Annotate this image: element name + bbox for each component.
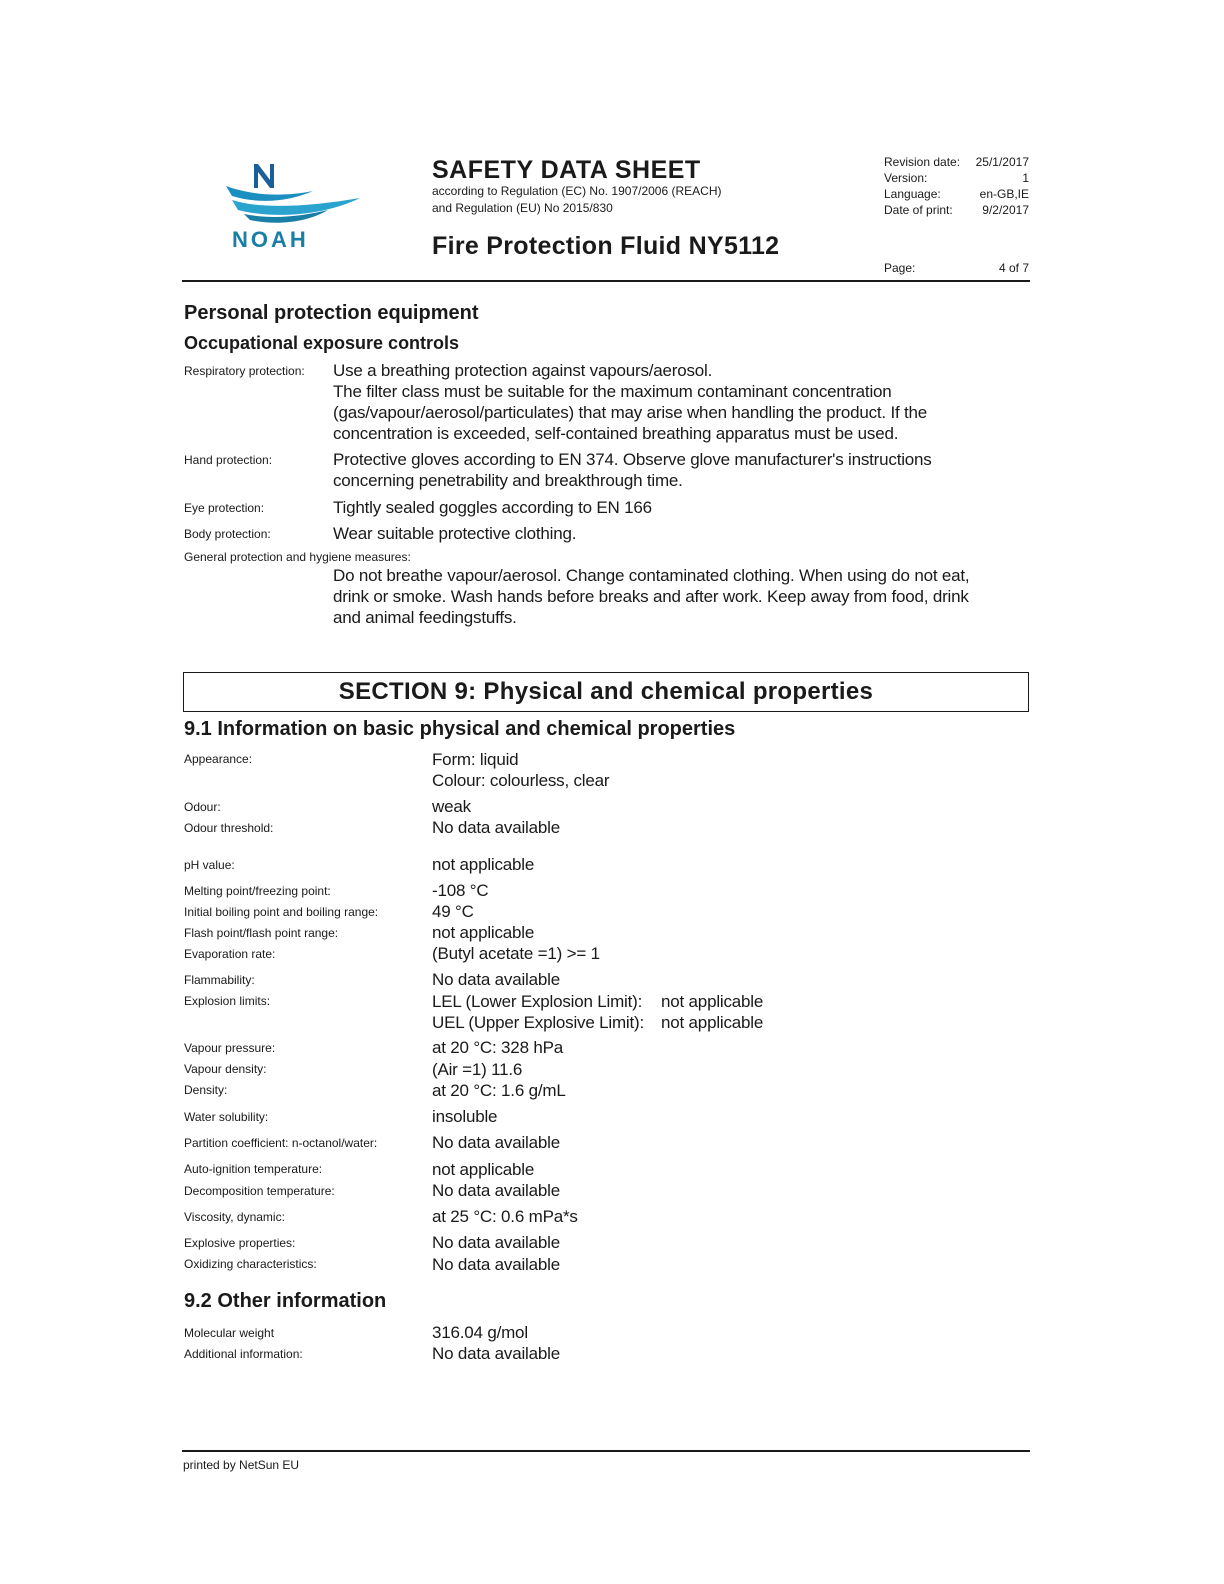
hand-line: Protective gloves according to EN 374. Observe glove manufacturer's instructions bbox=[333, 450, 932, 469]
explosive-properties-value: No data available bbox=[432, 1233, 560, 1252]
lel-value: not applicable bbox=[661, 992, 764, 1011]
body-label: Body protection: bbox=[184, 527, 271, 541]
appearance-label: Appearance: bbox=[184, 752, 253, 766]
odour-threshold-label: Odour threshold: bbox=[184, 821, 274, 835]
respiratory-label: Respiratory protection: bbox=[184, 364, 305, 378]
respiratory-line: concentration is exceeded, self-contained breathing apparatus must be used. bbox=[333, 424, 899, 443]
molecular-weight-label: Molecular weight bbox=[184, 1326, 275, 1340]
water-solubility-label: Water solubility: bbox=[184, 1110, 269, 1124]
respiratory-value bbox=[333, 360, 927, 444]
revision-date-value: 25/1/2017 bbox=[975, 155, 1029, 169]
uel-value: not applicable bbox=[661, 1013, 764, 1032]
decomposition-label: Decomposition temperature: bbox=[184, 1184, 335, 1198]
melting-value: -108 °C bbox=[432, 881, 489, 900]
print-date-label: Date of print: bbox=[884, 203, 953, 217]
document-title: SAFETY DATA SHEET bbox=[432, 156, 701, 184]
odour-value: weak bbox=[432, 797, 471, 816]
version-value: 1 bbox=[1022, 171, 1029, 185]
language-value: en-GB,IE bbox=[979, 187, 1029, 201]
general-label: General protection and hygiene measures: bbox=[184, 550, 411, 564]
auto-ignition-value: not applicable bbox=[432, 1160, 535, 1179]
density-value: at 20 °C: 1.6 g/mL bbox=[432, 1081, 566, 1100]
ph-label: pH value: bbox=[184, 858, 235, 872]
lel-label: LEL (Lower Explosion Limit): bbox=[432, 992, 643, 1011]
vapour-density-value: (Air =1) 11.6 bbox=[432, 1060, 523, 1079]
vapour-pressure-value: at 20 °C: 328 hPa bbox=[432, 1038, 563, 1057]
decomposition-value: No data available bbox=[432, 1181, 560, 1200]
footer-printed-by: printed by NetSun EU bbox=[183, 1458, 300, 1472]
hand-label: Hand protection: bbox=[184, 453, 273, 467]
appearance-form: Form: liquid bbox=[432, 750, 519, 769]
additional-info-label: Additional information: bbox=[184, 1347, 303, 1361]
product-name: Fire Protection Fluid NY5112 bbox=[432, 232, 780, 260]
general-line: drink or smoke. Wash hands before breaks and after work. Keep away from food, drink bbox=[333, 587, 969, 606]
flammability-label: Flammability: bbox=[184, 973, 255, 987]
boiling-value: 49 °C bbox=[432, 902, 474, 921]
vapour-pressure-label: Vapour pressure: bbox=[184, 1041, 276, 1055]
logo-wordmark: NOAH bbox=[232, 227, 309, 252]
oxidizing-label: Oxidizing characteristics: bbox=[184, 1257, 317, 1271]
subsection-9-1-heading: 9.1 Information on basic physical and chemical properties bbox=[184, 718, 736, 740]
body-value: Wear suitable protective clothing. bbox=[333, 524, 577, 543]
appearance-colour: Colour: colourless, clear bbox=[432, 771, 610, 790]
uel-label: UEL (Upper Explosive Limit): bbox=[432, 1013, 645, 1032]
flammability-value: No data available bbox=[432, 970, 560, 989]
explosion-limits-label: Explosion limits: bbox=[184, 994, 271, 1008]
ppe-subheading: Occupational exposure controls bbox=[184, 333, 460, 353]
section-9-title: SECTION 9: Physical and chemical properties bbox=[183, 672, 1029, 712]
footer-divider bbox=[182, 1450, 1030, 1452]
hand-line: concerning penetrability and breakthrough time. bbox=[333, 471, 683, 490]
flash-value: not applicable bbox=[432, 923, 535, 942]
evaporation-value: (Butyl acetate =1) >= 1 bbox=[432, 944, 600, 963]
page-label: Page: bbox=[884, 261, 916, 275]
additional-info-value: No data available bbox=[432, 1344, 560, 1363]
melting-label: Melting point/freezing point: bbox=[184, 884, 331, 898]
viscosity-label: Viscosity, dynamic: bbox=[184, 1210, 285, 1224]
header-divider bbox=[182, 280, 1030, 282]
hand-value bbox=[333, 449, 932, 491]
general-line: Do not breathe vapour/aerosol. Change contaminated clothing. When using do not eat, bbox=[333, 566, 970, 585]
density-label: Density: bbox=[184, 1083, 228, 1097]
subsection-9-2-heading: 9.2 Other information bbox=[184, 1290, 387, 1312]
oxidizing-value: No data available bbox=[432, 1255, 560, 1274]
regulation-line-2: and Regulation (EU) No 2015/830 bbox=[432, 201, 613, 215]
odour-label: Odour: bbox=[184, 800, 221, 814]
respiratory-line: Use a breathing protection against vapours/aerosol. bbox=[333, 361, 713, 380]
ppe-heading: Personal protection equipment bbox=[184, 302, 479, 324]
version-label: Version: bbox=[884, 171, 928, 185]
viscosity-value: at 25 °C: 0.6 mPa*s bbox=[432, 1207, 578, 1226]
partition-label: Partition coefficient: n-octanol/water: bbox=[184, 1136, 378, 1150]
boiling-label: Initial boiling point and boiling range: bbox=[184, 905, 379, 919]
language-label: Language: bbox=[884, 187, 941, 201]
appearance-value bbox=[432, 749, 609, 791]
eye-label: Eye protection: bbox=[184, 501, 265, 515]
respiratory-line: The filter class must be suitable for the maximum contaminant concentration bbox=[333, 382, 892, 401]
partition-value: No data available bbox=[432, 1133, 560, 1152]
general-value bbox=[333, 565, 969, 628]
regulation-line-1: according to Regulation (EC) No. 1907/2006 (REACH) bbox=[432, 184, 722, 198]
eye-value: Tightly sealed goggles according to EN 166 bbox=[333, 498, 652, 517]
page-value: 4 of 7 bbox=[998, 261, 1029, 275]
water-solubility-value: insoluble bbox=[432, 1107, 498, 1126]
molecular-weight-value: 316.04 g/mol bbox=[432, 1323, 528, 1342]
print-date-value: 9/2/2017 bbox=[982, 203, 1029, 217]
odour-threshold-value: No data available bbox=[432, 818, 560, 837]
general-line: and animal feedingstuffs. bbox=[333, 608, 517, 627]
ph-value: not applicable bbox=[432, 855, 535, 874]
evaporation-label: Evaporation rate: bbox=[184, 947, 276, 961]
auto-ignition-label: Auto-ignition temperature: bbox=[184, 1162, 323, 1176]
vapour-density-label: Vapour density: bbox=[184, 1062, 267, 1076]
flash-label: Flash point/flash point range: bbox=[184, 926, 339, 940]
respiratory-line: (gas/vapour/aerosol/particulates) that may arise when handling the product. If the bbox=[333, 403, 928, 422]
revision-date-label: Revision date: bbox=[884, 155, 961, 169]
explosive-properties-label: Explosive properties: bbox=[184, 1236, 296, 1250]
